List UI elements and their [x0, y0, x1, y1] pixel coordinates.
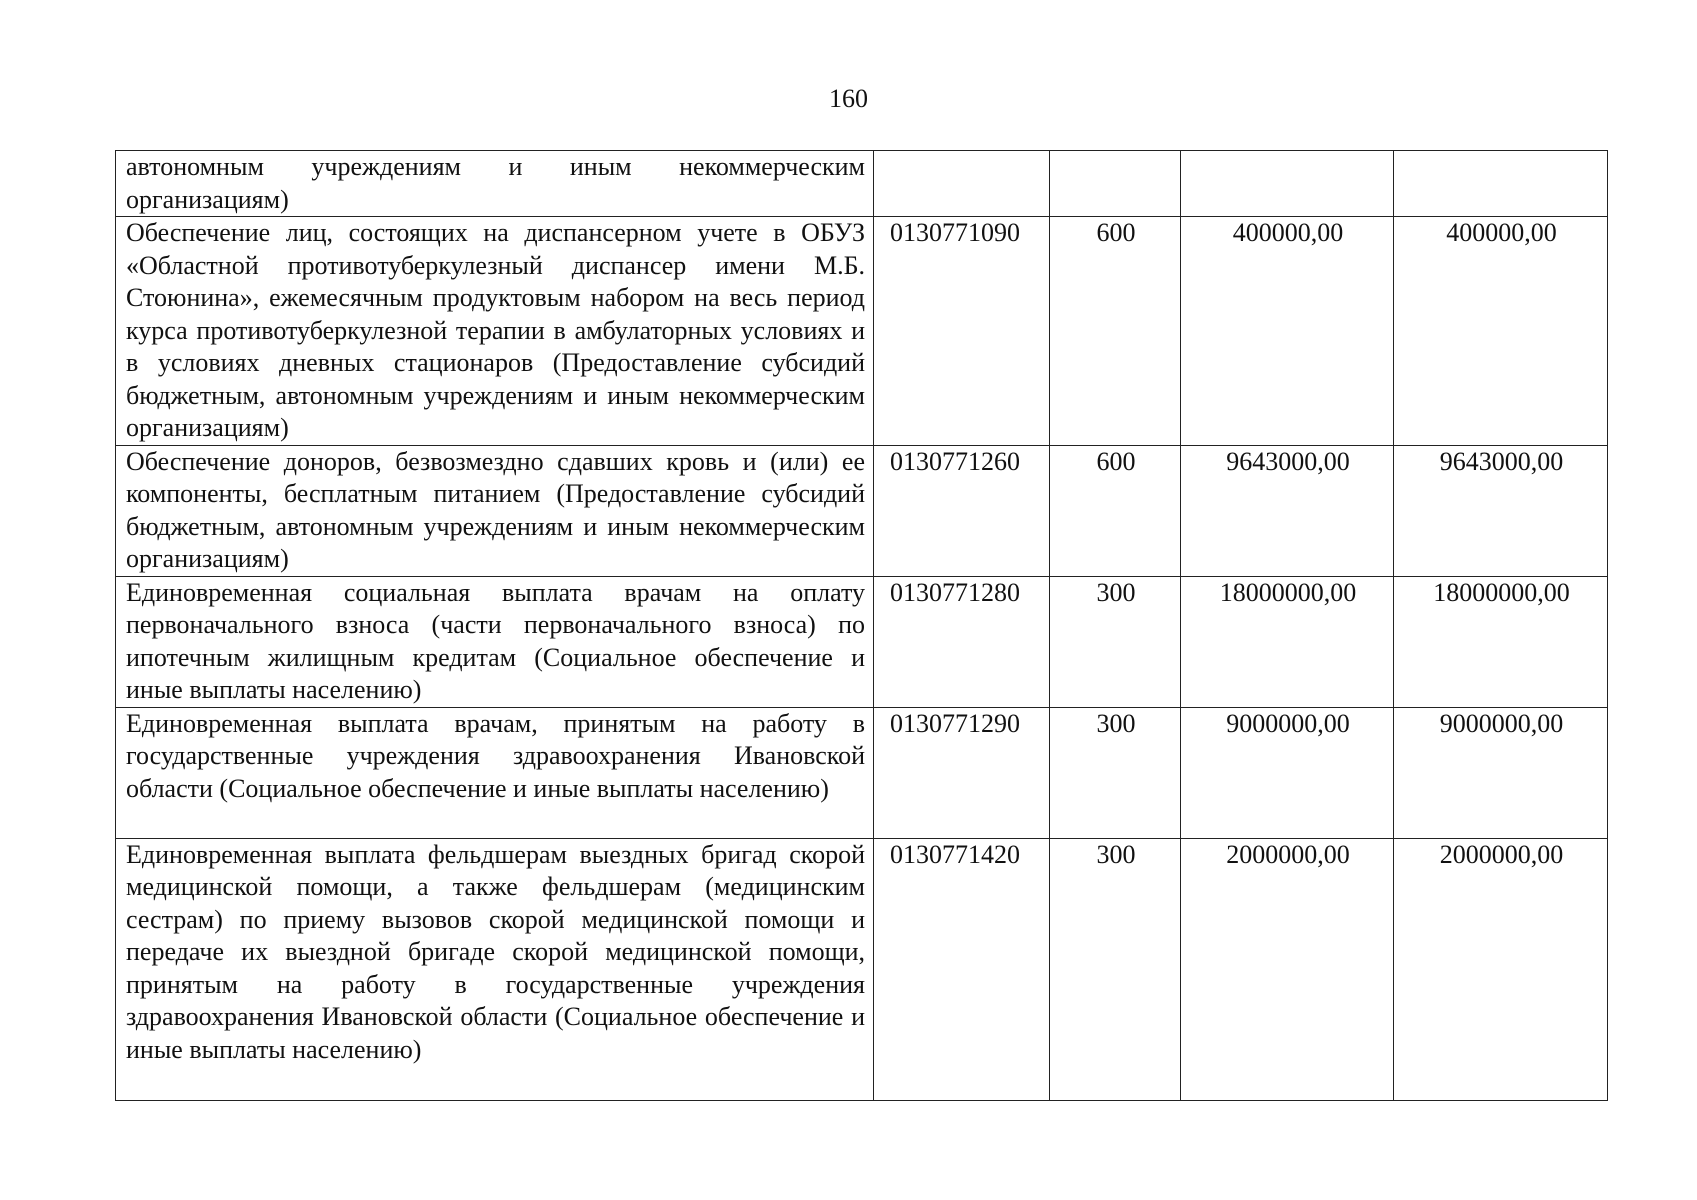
table-row: [116, 838, 1608, 1100]
row-amount-2: 9000000,00: [1394, 707, 1608, 838]
row-type: 300: [1050, 838, 1181, 1100]
row-amount-1: 2000000,00: [1181, 838, 1394, 1100]
row-amount-1: [1181, 151, 1394, 217]
row-name: Единовременная выплата врачам, принятым на работу в государственные учреждения здравоохранения Ивановской области (Социальное обеспечение и иные выплаты населению): [116, 707, 874, 838]
row-amount-1: 9000000,00: [1181, 707, 1394, 838]
row-type: 600: [1050, 445, 1181, 576]
table-row: [116, 576, 1608, 707]
row-name: Обеспечение доноров, безвозмездно сдавших кровь и (или) ее компоненты, бесплатным питанием (Предоставление субсидий бюджетным, автономным учреждениям и иным некоммерческим организациям): [116, 445, 874, 576]
page-number: 160: [829, 84, 868, 113]
row-name: Единовременная социальная выплата врачам на оплату первоначального взноса (части первоначального взноса) по ипотечным жилищным кредитам (Социальное обеспечение и иные выплаты населению): [116, 576, 874, 707]
row-code: 0130771290: [874, 707, 1050, 838]
row-name: Обеспечение лиц, состоящих на диспансерном учете в ОБУЗ «Областной противотуберкулезный диспансер имени М.Б. Стоюнина», ежемесячным продуктовым набором на весь период курса противотуберкулезной терапии в амбулаторных условиях и в условиях дневных стационаров (Предоставление субсидий бюджетным, автономным учреждениям и иным некоммерческим организациям): [116, 217, 874, 446]
row-amount-2: 400000,00: [1394, 217, 1608, 446]
table-row: [116, 217, 1608, 446]
row-type: 600: [1050, 217, 1181, 446]
row-code: 0130771260: [874, 445, 1050, 576]
row-type: 300: [1050, 576, 1181, 707]
row-code: 0130771420: [874, 838, 1050, 1100]
row-amount-1: 400000,00: [1181, 217, 1394, 446]
row-name: Единовременная выплата фельдшерам выездных бригад скорой медицинской помощи, а также фельдшерам (медицинским сестрам) по приему вызовов скорой медицинской помощи и передаче их выездной бригаде скорой медицинской помощи, принятым на работу в государственные учреждения здравоохранения Ивановской области (Социальное обеспечение и иные выплаты населению): [116, 838, 874, 1100]
row-amount-2: 9643000,00: [1394, 445, 1608, 576]
row-type: [1050, 151, 1181, 217]
table-row: [116, 707, 1608, 838]
row-amount-1: 18000000,00: [1181, 576, 1394, 707]
row-amount-2: 2000000,00: [1394, 838, 1608, 1100]
row-name: автономным учреждениям и иным некоммерческим организациям): [116, 151, 874, 217]
table-row: [116, 151, 1608, 217]
row-code: 0130771280: [874, 576, 1050, 707]
table-row: [116, 445, 1608, 576]
row-code: [874, 151, 1050, 217]
row-amount-2: 18000000,00: [1394, 576, 1608, 707]
budget-table: [115, 150, 1608, 1101]
row-code: 0130771090: [874, 217, 1050, 446]
row-amount-2: [1394, 151, 1608, 217]
row-type: 300: [1050, 707, 1181, 838]
row-amount-1: 9643000,00: [1181, 445, 1394, 576]
